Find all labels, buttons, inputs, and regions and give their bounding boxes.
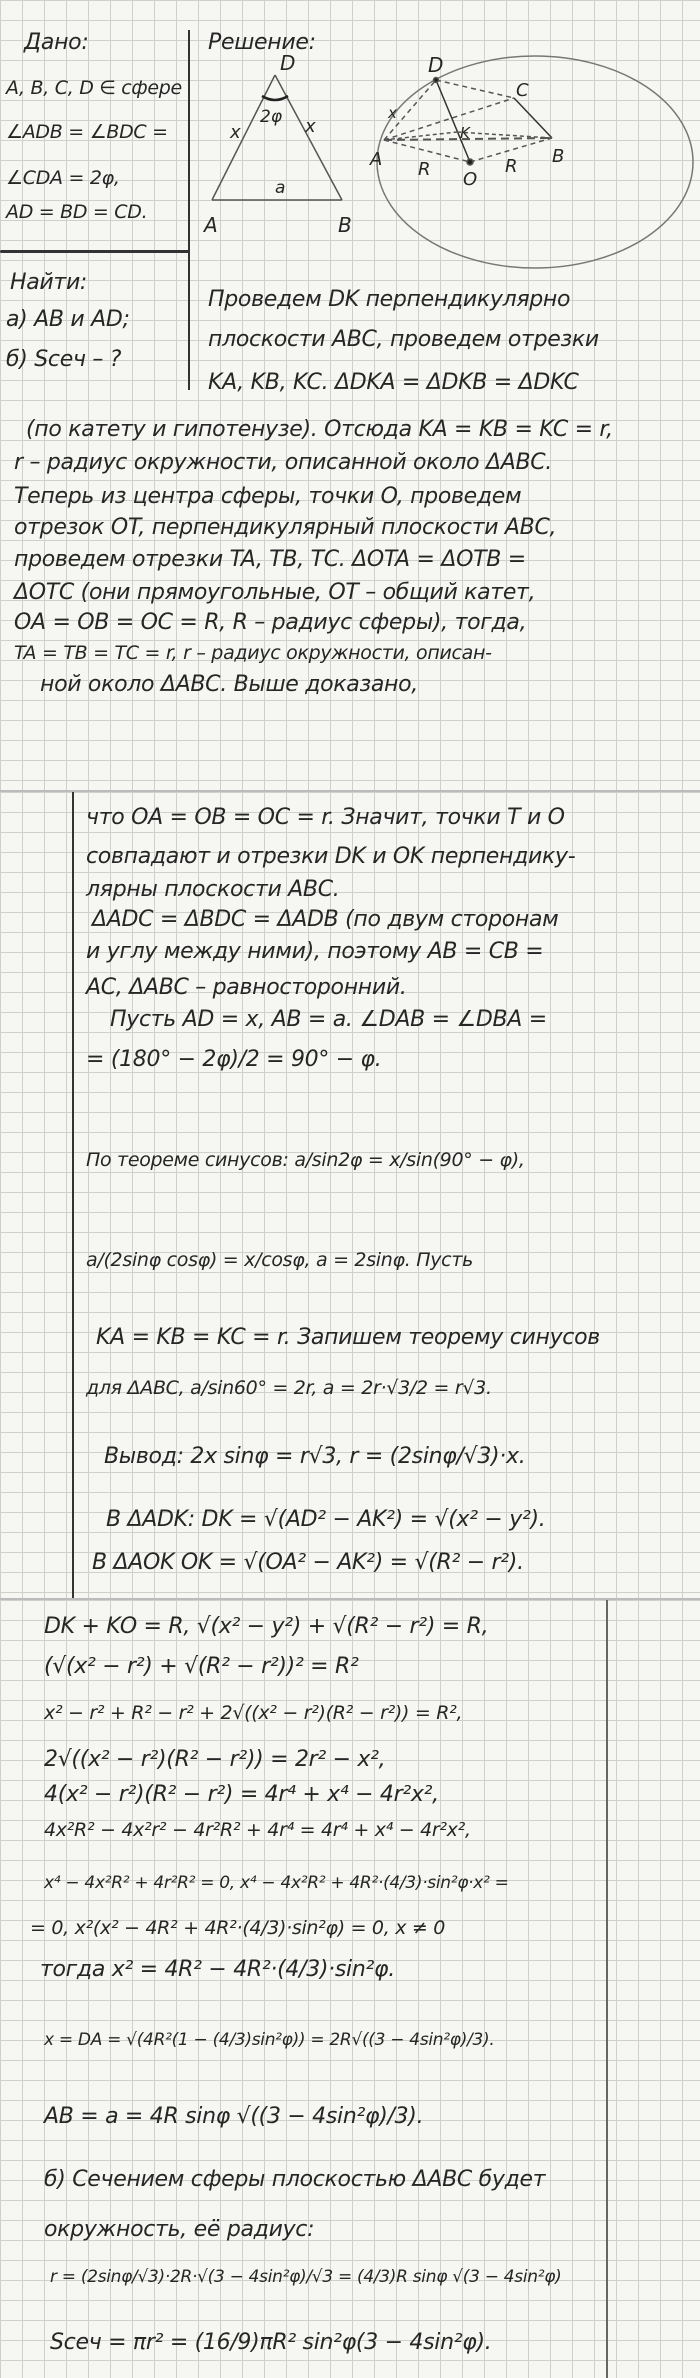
label-r-left: R (418, 159, 431, 180)
text-line: и углу между ними), поэтому AB = CB = (86, 939, 544, 964)
text-line: Теперь из центра сферы, точки O, проведем (14, 484, 522, 509)
segment-do (436, 80, 470, 162)
text-line: x = DA = √(4R²(1 − (4/3)sin²φ)) = 2R√((3 − 4sin²φ)/3). (44, 2030, 495, 2050)
text-line: что OA = OB = OC = r. Значит, точки T и O (86, 805, 565, 830)
text-line: KA = KB = KC = r. Запишем теорему синусов (96, 1325, 600, 1350)
find-item: а) AB и AD; (6, 307, 130, 332)
text-line: Sсеч = πr² = (16/9)πR² sin²φ(3 − 4sin²φ). (50, 2330, 492, 2355)
text-line: r = (2sinφ/√3)·2R·√(3 − 4sin²φ)/√3 = (4/3)R sinφ √(3 − 4sin²φ) (50, 2267, 562, 2287)
solution-title: Решение: (208, 30, 316, 55)
label-a-base: a (275, 178, 286, 198)
text-line: лярны плоскости ABC. (86, 877, 340, 902)
text-line: OA = OB = OC = R, R – радиус сферы), тогда, (14, 610, 527, 635)
label-a: A (204, 213, 218, 237)
text-line: окружность, её радиус: (44, 2217, 315, 2242)
text-line: DK + KO = R, √(x² − y²) + √(R² − r²) = R, (44, 1614, 489, 1639)
label-d: D (428, 53, 444, 77)
text-line: (по катету и гипотенузе). Отсюда KA = KB = KC = r, (26, 417, 613, 442)
given-item: A, B, C, D ∈ сфере (6, 77, 182, 99)
label-r-right: R (505, 156, 518, 177)
text-line: плоскости ABC, проведем отрезки (208, 327, 599, 352)
text-line: 2√((x² − r²)(R² − r²)) = 2r² − x², (44, 1747, 386, 1772)
margin-line (606, 1600, 608, 2378)
text-line: AB = a = 4R sinφ √((3 − 4sin²φ)/3). (44, 2104, 424, 2129)
text-line: ной около ΔABC. Выше доказано, (40, 672, 418, 697)
segment-dc (436, 80, 514, 98)
text-line: ΔOTC (они прямоугольные, OT – общий катет, (14, 580, 536, 605)
label-a: A (370, 149, 383, 170)
side-ad (212, 75, 275, 200)
text-line: a/(2sinφ cosφ) = x/cosφ, a = 2sinφ. Пусть (86, 1249, 473, 1271)
label-x: x (388, 104, 397, 122)
given-item: ∠ADB = ∠BDC = (6, 121, 168, 143)
segment-kb (457, 132, 552, 138)
text-line: = 0, x²(x² − 4R² + 4R²·(4/3)·sin²φ) = 0, x ≠ 0 (30, 1917, 446, 1939)
diagrams (0, 0, 700, 290)
text-line: (√(x² − r²) + √(R² − r²))² = R² (44, 1654, 359, 1679)
text-line: Пусть AD = x, AB = a. ∠DAB = ∠DBA = (110, 1007, 547, 1032)
margin-line (72, 792, 74, 1600)
text-line: ΔADC = ΔBDC = ΔADB (по двум сторонам (92, 907, 559, 932)
text-line: = (180° − 2φ)/2 = 90° − φ. (86, 1047, 382, 1072)
text-line: Проведем DK перпендикулярно (208, 287, 571, 312)
label-x-left: x (230, 122, 241, 143)
label-x-right: x (305, 116, 316, 137)
given-title: Дано: (24, 30, 89, 55)
text-line: 4(x² − r²)(R² − r²) = 4r⁴ + x⁴ − 4r²x², (44, 1782, 439, 1807)
text-line: 4x²R² − 4x²r² − 4r²R² + 4r⁴ = 4r⁴ + x⁴ − 4r²x², (44, 1819, 471, 1841)
find-title: Найти: (10, 270, 88, 295)
angle-arc (262, 96, 288, 100)
text-line: Вывод: 2x sinφ = r√3, r = (2sinφ/√3)·x. (104, 1444, 526, 1469)
text-line: AC, ΔABC – равносторонний. (86, 975, 407, 1000)
text-line: По теореме синусов: a/sin2φ = x/sin(90° − φ), (86, 1149, 525, 1171)
text-line: В ΔAOK OK = √(OA² − AK²) = √(R² − r²). (92, 1550, 524, 1575)
given-item: ∠CDA = 2φ, (6, 167, 120, 189)
text-line: KA, KB, KC. ΔDKA = ΔDKB = ΔDKC (208, 370, 579, 395)
text-line: б) Сечением сферы плоскостью ΔABC будет (44, 2167, 546, 2192)
text-line: совпадают и отрезки DK и OK перпендику- (86, 844, 576, 869)
find-item: б) Sсеч – ? (6, 347, 122, 372)
label-b: B (338, 213, 352, 237)
label-d: D (280, 51, 296, 75)
given-item: AD = BD = CD. (6, 201, 148, 223)
text-line: x² − r² + R² − r² + 2√((x² − r²)(R² − r²)) = R², (44, 1702, 463, 1724)
text-line: для ΔABC, a/sin60° = 2r, a = 2r·√3/2 = r√3. (86, 1377, 492, 1399)
label-b: B (552, 146, 565, 167)
text-line: TA = TB = TC = r, r – радиус окружности, описан- (14, 642, 492, 664)
label-angle: 2φ (260, 107, 283, 127)
text-line: тогда x² = 4R² − 4R²·(4/3)·sin²φ. (40, 1957, 395, 1982)
label-o: O (463, 169, 478, 190)
text-line: В ΔADK: DK = √(AD² − AK²) = √(x² − y²). (106, 1507, 546, 1532)
text-line: проведем отрезки TA, TB, TC. ΔOTA = ΔOTB = (14, 547, 526, 572)
text-line: отрезок OT, перпендикулярный плоскости ABC, (14, 515, 557, 540)
text-line: r – радиус окружности, описанной около ΔABC. (14, 450, 552, 475)
label-c: C (516, 80, 529, 101)
text-line: x⁴ − 4x²R² + 4r²R² = 0, x⁴ − 4x²R² + 4R²·(4/3)·sin²φ·x² = (44, 1873, 509, 1893)
label-k: K (460, 124, 470, 142)
segment-cb (514, 98, 552, 138)
